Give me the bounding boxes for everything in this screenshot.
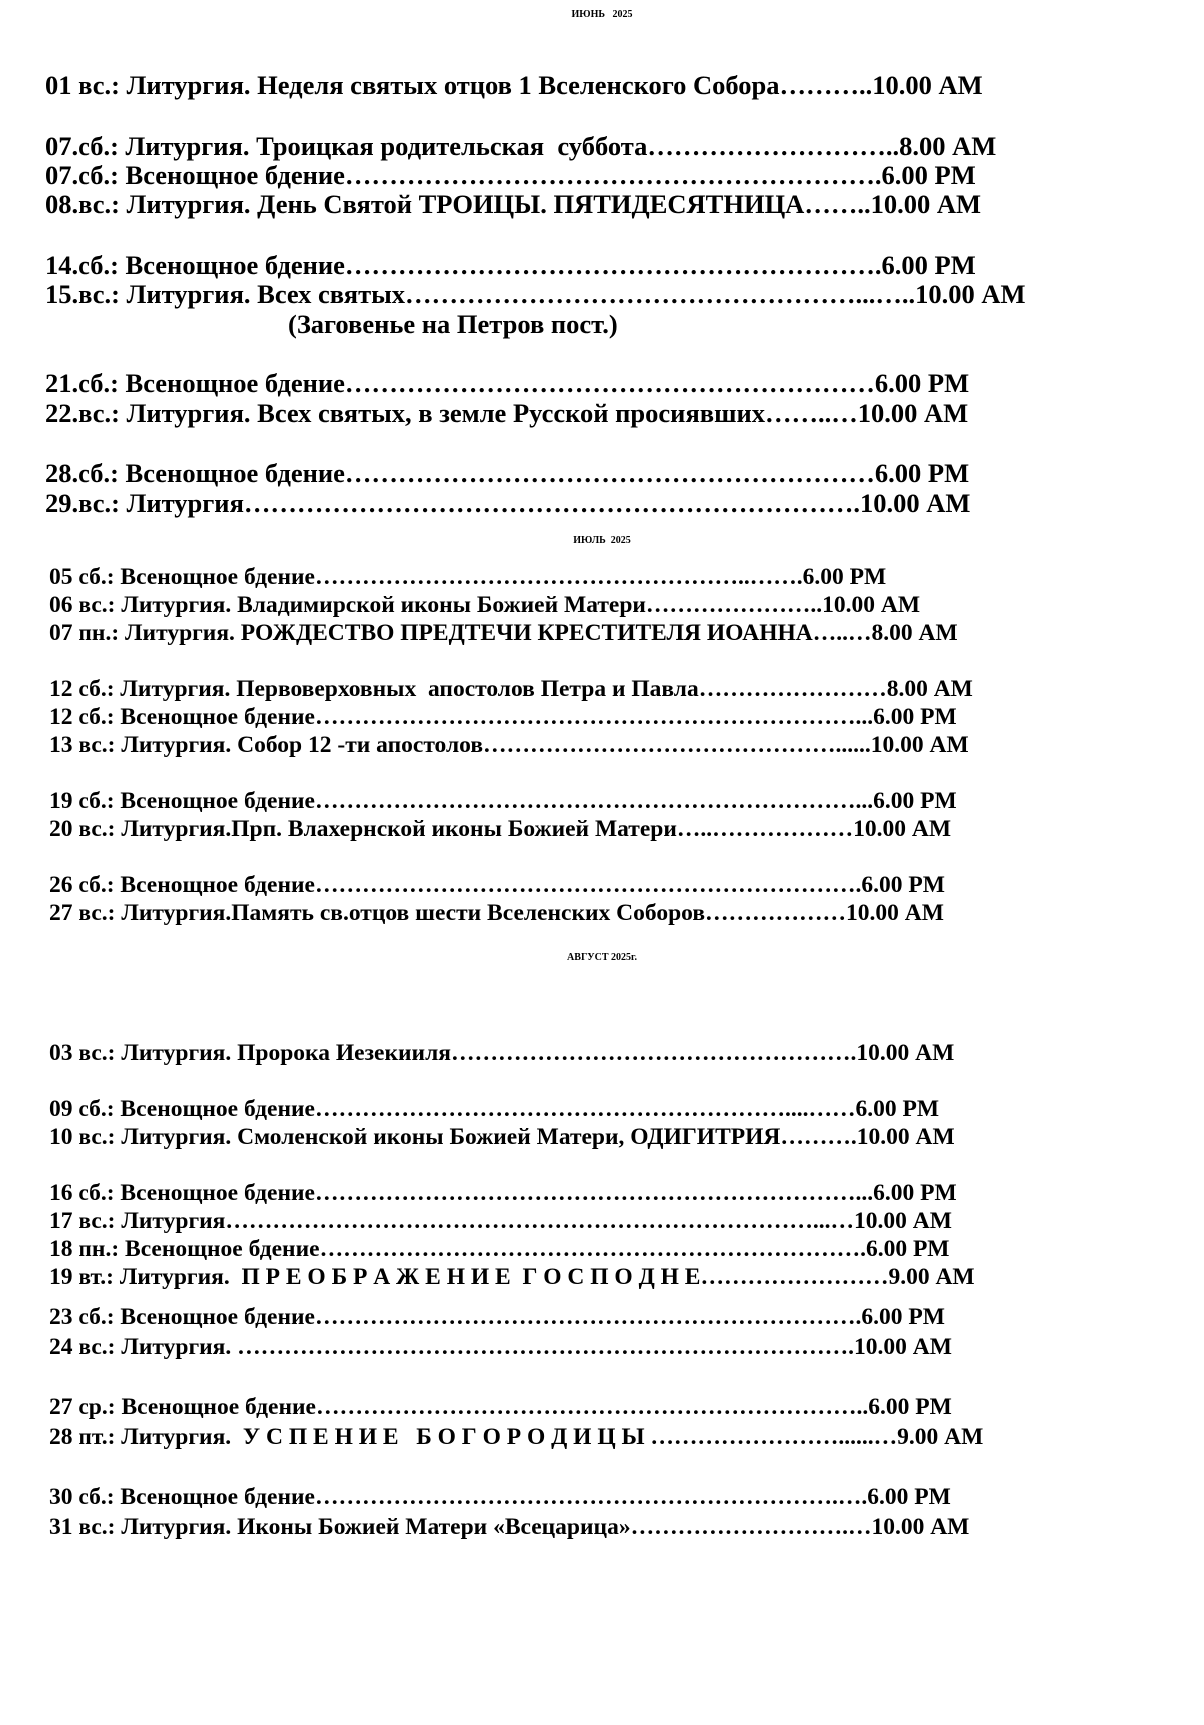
schedule-line: 18 пн.: Всенощное бдение…………………………………………………………….6.00 PM <box>49 1236 950 1262</box>
schedule-line: 07.сб.: Литургия. Троицкая родительская суббота………………………..8.00 AM <box>45 131 997 161</box>
schedule-line: 24 вс.: Литургия. …………………………………………………………………….10.00 AM <box>49 1334 952 1360</box>
heading-july: ИЮЛЬ 2025 <box>573 535 631 546</box>
schedule-line: 06 вс.: Литургия. Владимирской иконы Божией Матери…………………..10.00 AM <box>49 592 921 618</box>
schedule-line: 26 сб.: Всенощное бдение…………………………………………………………….6.00 PM <box>49 872 945 898</box>
schedule-line: 30 сб.: Всенощное бдение………………………………………………………….….6.00 PM <box>49 1484 951 1510</box>
schedule-line: 08.вс.: Литургия. День Святой ТРОИЦЫ. ПЯТИДЕСЯТНИЦА……..10.00 AM <box>45 189 981 219</box>
schedule-line: 29.вс.: Литургия…………………………………………………………….10.00 AM <box>45 488 971 518</box>
schedule-line: 19 сб.: Всенощное бдение……………………………………………………………...6.00 PM <box>49 788 957 814</box>
schedule-line: 27 ср.: Всенощное бдение……………………………………………………………..6.00 PM <box>49 1394 952 1420</box>
schedule-line: 16 сб.: Всенощное бдение……………………………………………………………...6.00 PM <box>49 1180 957 1206</box>
schedule-line: 17 вс.: Литургия…………………………………………………………………...…10.00 AM <box>49 1208 952 1234</box>
schedule-line: 07 пн.: Литургия. РОЖДЕСТВО ПРЕДТЕЧИ КРЕСТИТЕЛЯ ИОАННА…..…8.00 AM <box>49 620 958 646</box>
schedule-line: 15.вс.: Литургия. Всех святых……………………………………………...…..10.00 AM <box>45 279 1026 309</box>
schedule-line: 20 вс.: Литургия.Прп. Влахернской иконы Божией Матери…..………………10.00 AM <box>49 816 952 842</box>
schedule-line: 31 вс.: Литургия. Иконы Божией Матери «Всецарица»……………………….…10.00 AM <box>49 1514 970 1540</box>
schedule-line: 28.сб.: Всенощное бдение……………………………………………………6.00 PM <box>45 458 970 488</box>
schedule-line: 28 пт.: Литургия. У С П Е Н И Е Б О Г О Р О Д И Ц Ы ……………………......…9.00 AM <box>49 1424 984 1450</box>
schedule-line: 01 вс.: Литургия. Неделя святых отцов 1 Вселенского Собора………..10.00 AM <box>45 70 983 100</box>
schedule-line: 19 вт.: Литургия. П Р Е О Б Р А Ж Е Н И Е Г О С П О Д Н Е……………………9.00 AM <box>49 1264 975 1290</box>
schedule-line: 22.вс.: Литургия. Всех святых, в земле Русской просиявших……..…10.00 AM <box>45 398 969 428</box>
schedule-line: 03 вс.: Литургия. Пророка Иезекииля…………………………………………….10.00 AM <box>49 1040 955 1066</box>
schedule-line: 09 сб.: Всенощное бдение……………………………………………………....……6.00 PM <box>49 1096 939 1122</box>
schedule-line: 12 сб.: Всенощное бдение……………………………………………………………...6.00 PM <box>49 704 957 730</box>
schedule-line: 14.сб.: Всенощное бдение…………………………………………………….6.00 PM <box>45 250 976 280</box>
schedule-line: 05 сб.: Всенощное бдение………………………………………………..…….6.00 PM <box>49 564 887 590</box>
heading-august: АВГУСТ 2025г. <box>567 952 637 963</box>
schedule-note: (Заговенье на Петров пост.) <box>288 309 618 339</box>
schedule-line: 12 сб.: Литургия. Первоверховных апостолов Петра и Павла……………………8.00 AM <box>49 676 973 702</box>
heading-june: ИЮНЬ 2025 <box>571 9 633 20</box>
schedule-line: 13 вс.: Литургия. Собор 12 -ти апостолов………………………………………......10.00 AM <box>49 732 969 758</box>
schedule-line: 10 вс.: Литургия. Смоленской иконы Божией Матери, ОДИГИТРИЯ……….10.00 AM <box>49 1124 955 1150</box>
schedule-line: 21.сб.: Всенощное бдение……………………………………………………6.00 PM <box>45 368 970 398</box>
schedule-line: 23 сб.: Всенощное бдение…………………………………………………………….6.00 PM <box>49 1304 945 1330</box>
schedule-line: 27 вс.: Литургия.Память св.отцов шести Вселенских Соборов………………10.00 AM <box>49 900 944 926</box>
schedule-line: 07.сб.: Всенощное бдение…………………………………………………….6.00 PM <box>45 160 976 190</box>
